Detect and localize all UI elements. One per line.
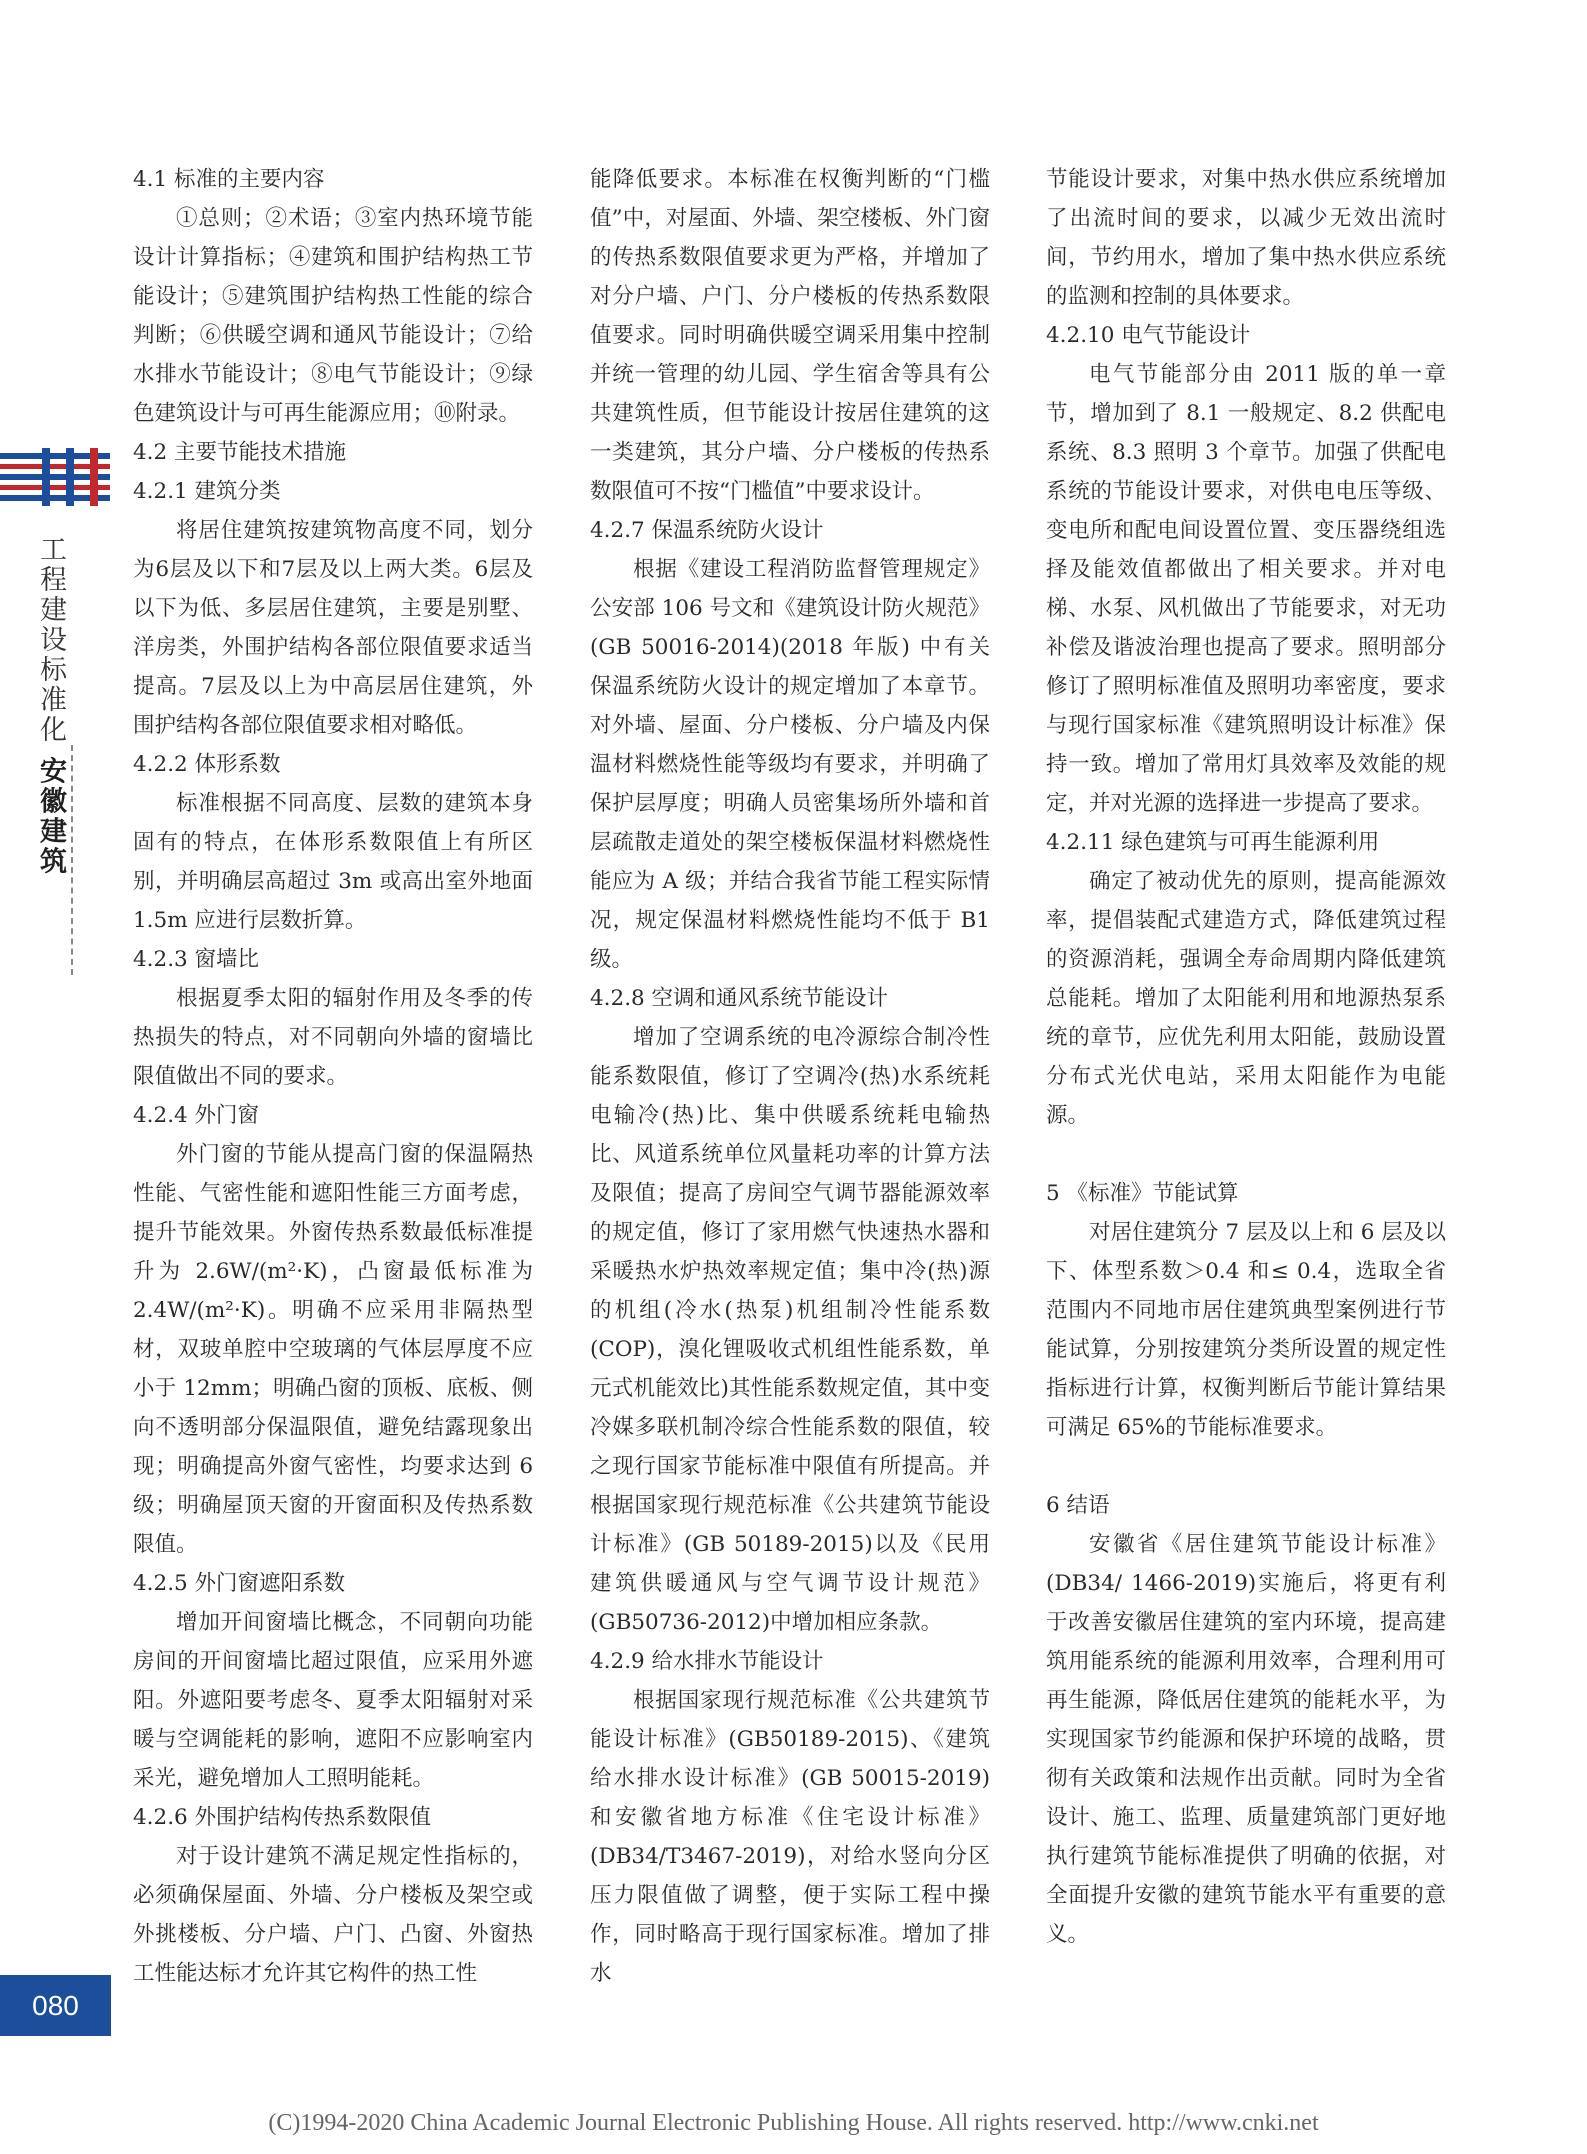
section-heading: 4.2.4 外门窗 [133,1103,260,1128]
text-column-3 [1046,160,1446,1954]
body-paragraph: 根据国家现行规范标准《公共建筑节能设计标准》(GB50189-2015)、《建筑给水排水设计标准》(GB 50015-2019)和安徽省地方标准《住宅设计标准》(DB34/T3467-2019)，对给水竖向分区压力限值做了调整，便于实际工程中操作，同时略高于现行国家标准。增加了排水 [590,1688,990,1986]
body-paragraph: 能降低要求。本标准在权衡判断的“门槛值”中，对屋面、外墙、架空楼板、外门窗的传热系数限值要求更为严格，并增加了对分户墙、户门、分户楼板的传热系数限值要求。同时明确供暖空调采用集中控制并统一管理的幼儿园、学生宿舍等具有公共建筑性质，但节能设计按居住建筑的这一类建筑，其分户墙、分户楼板的传热系数限值可不按“门槛值”中要求设计。 [590,167,990,504]
body-paragraph: 根据《建设工程消防监督管理规定》公安部 106 号文和《建筑设计防火规范》(GB 50016-2014)(2018 年版) 中有关保温系统防火设计的规定增加了本章节。对外墙、屋面、分户楼板、分户墙及内保温材料燃烧性能等级均有要求，并明确了保护层厚度；明确人员密集场所外墙和首层疏散走道处的架空楼板保温材料燃烧性能应为 A 级；并结合我省节能工程实际情况，规定保温材料燃烧性能均不低于 B1 级。 [590,557,990,972]
body-paragraph: 标准根据不同高度、层数的建筑本身固有的特点，在体形系数限值上有所区别，并明确层高超过 3m 或高出室外地面 1.5m 应进行层数折算。 [133,791,533,933]
side-divider [71,745,73,975]
section-heading: 5 《标准》节能试算 [1046,1181,1239,1206]
journal-logo-icon [0,448,110,506]
body-paragraph: 增加开间窗墙比概念，不同朝向功能房间的开间窗墙比超过限值，应采用外遮阳。外遮阳要考虑冬、夏季太阳辐射对采暖与空调能耗的影响，遮阳不应影响室内采光，避免增加人工照明能耗。 [133,1610,533,1791]
body-paragraph: 对于设计建筑不满足规定性指标的，必须确保屋面、外墙、分户楼板及架空或外挑楼板、分户墙、户门、凸窗、外窗热工性能达标才允许其它构件的热工性 [133,1844,533,1986]
section-heading: 4.2.1 建筑分类 [133,479,281,504]
journal-title-line1: 工程建设标准化 [35,535,66,745]
section-heading: 4.2.11 绿色建筑与可再生能源利用 [1046,830,1380,855]
section-heading: 4.2.9 给水排水节能设计 [590,1649,824,1674]
body-paragraph: 确定了被动优先的原则，提高能源效率，提倡装配式建造方式，降低建筑过程的资源消耗，强调全寿命周期内降低建筑总能耗。增加了太阳能利用和地源热泵系统的章节，应优先利用太阳能，鼓励设置分布式光伏电站，采用太阳能作为电能源。 [1046,869,1446,1128]
body-paragraph: 增加了空调系统的电冷源综合制冷性能系数限值，修订了空调冷(热)水系统耗电输冷(热)比、集中供暖系统耗电输热比、风道系统单位风量耗功率的计算方法及限值；提高了房间空气调节器能源效率的规定值，修订了家用燃气快速热水器和采暖热水炉热效率规定值；集中冷(热)源的机组(冷水(热泵)机组制冷性能系数(COP)，溴化锂吸收式机组性能系数，单元式机能效比)其性能系数规定值，其中变冷媒多联机制冷综合性能系数的限值，较之现行国家节能标准中限值有所提高。并根据国家现行规范标准《公共建筑节能设计标准》(GB 50189-2015)以及《民用建筑供暖通风与空气调节设计规范》(GB50736-2012)中增加相应条款。 [590,1025,990,1635]
text-column-1 [133,160,533,1993]
section-heading: 4.2.5 外门窗遮阳系数 [133,1571,346,1596]
section-heading: 4.2 主要节能技术措施 [133,440,347,465]
copyright-footer: (C)1994-2020 China Academic Journal Electronic Publishing House. All rights reserved. http://www.cnki.net [268,2110,1319,2136]
body-paragraph: ①总则；②术语；③室内热环境节能设计计算指标；④建筑和围护结构热工节能设计；⑤建筑围护结构热工性能的综合判断；⑥供暖空调和通风节能设计；⑦给水排水节能设计；⑧电气节能设计；⑨绿色建筑设计与可再生能源应用；⑩附录。 [133,206,533,426]
section-heading: 4.2.3 窗墙比 [133,947,260,972]
text-column-2 [590,160,990,1993]
section-heading: 6 结语 [1046,1493,1110,1518]
body-paragraph: 节能设计要求，对集中热水供应系统增加了出流时间的要求，以减少无效出流时间，节约用水，增加了集中热水供应系统的监测和控制的具体要求。 [1046,167,1446,309]
section-heading: 4.2.2 体形系数 [133,752,281,777]
body-paragraph: 电气节能部分由 2011 版的单一章节，增加到了 8.1 一般规定、8.2 供配电系统、8.3 照明 3 个章节。加强了供配电系统的节能设计要求，对供电电压等级、变电所和配电间设置位置、变压器绕组选择及能效值都做出了相关要求。并对电梯、水泵、风机做出了节能要求，对无功补偿及谐波治理也提高了要求。照明部分修订了照明标准值及照明功率密度，要求与现行国家标准《建筑照明设计标准》保持一致。增加了常用灯具效率及效能的规定，并对光源的选择进一步提高了要求。 [1046,362,1446,816]
body-paragraph: 将居住建筑按建筑物高度不同，划分为6层及以下和7层及以上两大类。6层及以下为低、多层居住建筑，主要是别墅、洋房类，外围护结构各部位限值要求适当提高。7层及以上为中高层居住建筑，外围护结构各部位限值要求相对略低。 [133,518,533,738]
body-paragraph: 安徽省《居住建筑节能设计标准》(DB34/ 1466-2019)实施后，将更有利于改善安徽居住建筑的室内环境，提高建筑用能系统的能源利用效率，合理利用可再生能源，降低居住建筑的能耗水平，为实现国家节约能源和保护环境的战略，贯彻有关政策和法规作出贡献。同时为全省设计、施工、监理、质量建筑部门更好地执行建筑节能标准提供了明确的依据，对全面提升安徽的建筑节能水平有重要的意义。 [1046,1532,1446,1947]
journal-title-line2: 安徽建筑 [35,756,66,877]
body-paragraph: 外门窗的节能从提高门窗的保温隔热性能、气密性能和遮阳性能三方面考虑，提升节能效果。外窗传热系数最低标准提升为 2.6W/(m²·K)，凸窗最低标准为 2.4W/(m²·K)。明确不应采用非隔热型材，双玻单腔中空玻璃的气体层厚度不应小于 12mm；明确凸窗的顶板、底板、侧向不透明部分保温限值，避免结露现象出现；明确提高外窗气密性，均要求达到 6 级；明确屋顶天窗的开窗面积及传热系数限值。 [133,1142,533,1557]
section-heading: 4.2.6 外围护结构传热系数限值 [133,1805,432,1830]
section-heading: 4.2.8 空调和通风系统节能设计 [590,986,889,1011]
body-paragraph: 对居住建筑分 7 层及以上和 6 层及以下、体型系数＞0.4 和≤ 0.4，选取全省范围内不同地市居住建筑典型案例进行节能试算，分别按建筑分类所设置的规定性指标进行计算，权衡判断后节能计算结果可满足 65%的节能标准要求。 [1046,1220,1446,1440]
body-paragraph: 根据夏季太阳的辐射作用及冬季的传热损失的特点，对不同朝向外墙的窗墙比限值做出不同的要求。 [133,986,533,1089]
section-heading: 4.2.10 电气节能设计 [1046,323,1251,348]
section-heading: 4.2.7 保温系统防火设计 [590,518,824,543]
section-heading: 4.1 标准的主要内容 [133,167,325,192]
journal-title [34,535,66,877]
page-number: 080 [0,1975,111,2036]
